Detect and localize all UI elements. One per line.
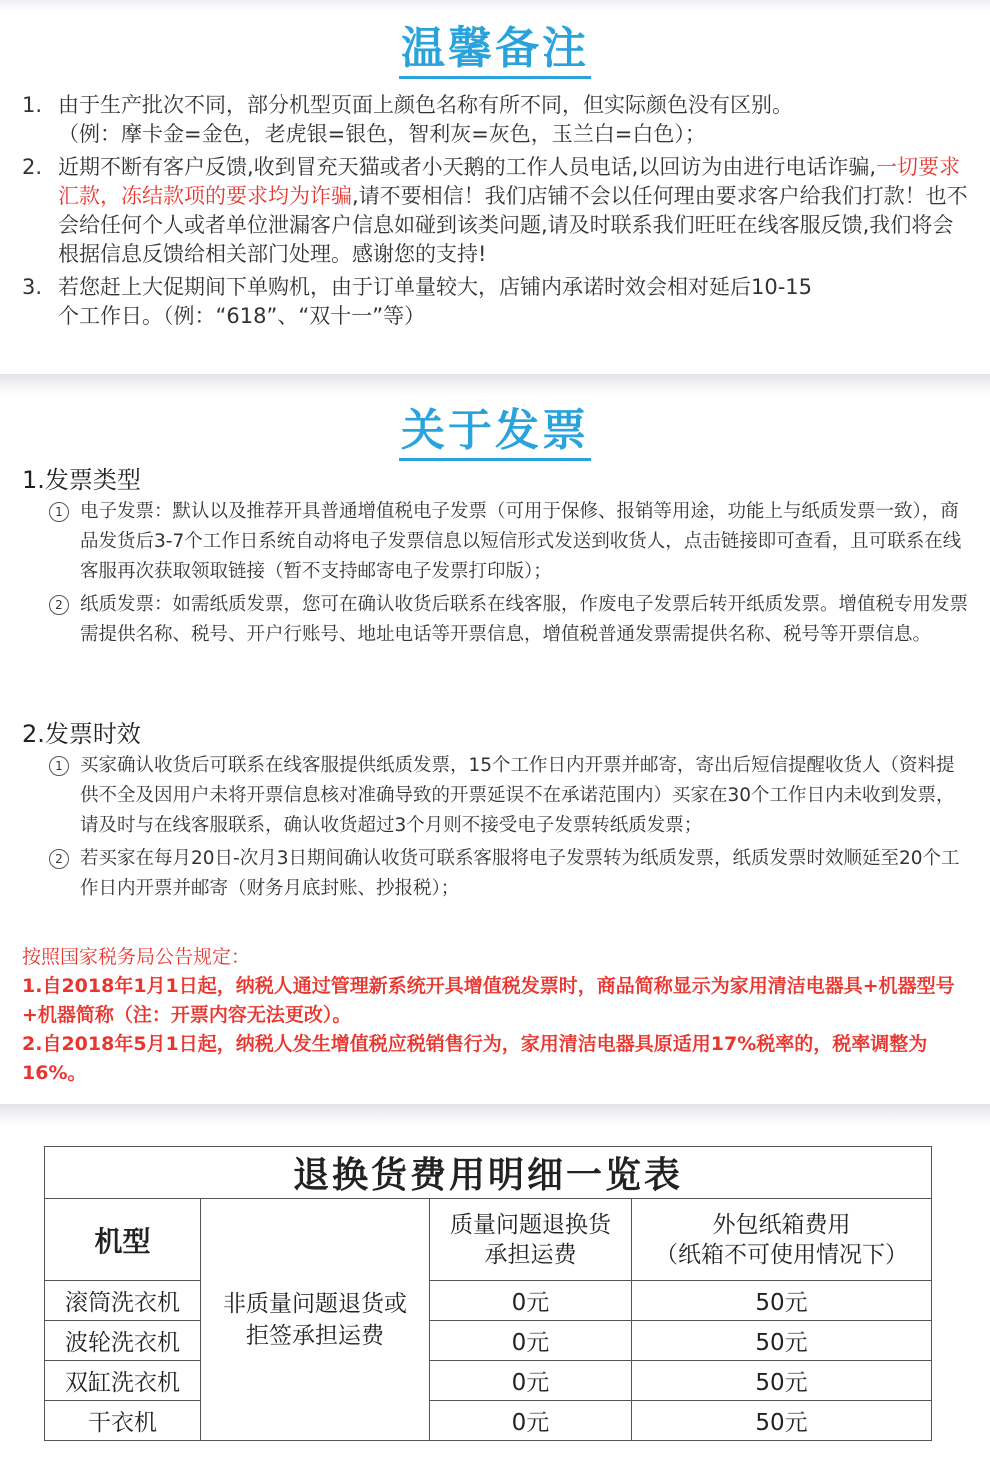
header-box-fee: 外包纸箱费用 （纸箱不可使用情况下） xyxy=(632,1199,932,1281)
header-quality-shipping: 质量问题退换货 承担运费 xyxy=(430,1199,632,1281)
note-text: 近期不断有客户反馈,收到冒充天猫或者小天鹅的工作人员电话,以回访为由进行电话诈骗, xyxy=(58,155,877,179)
invoice-type-text: 如需纸质发票，您可在确认收货后联系在线客服，作废电子发票后转开纸质发票。增值税专用发票需提供名称、税号、开户行账号、地址电话等开票信息，增值税普通发票需提供名称、税号等开票信息。 xyxy=(80,594,969,645)
fraud-warning-text: 一切要求汇款，冻结款项的要求均为诈骗 xyxy=(58,155,961,208)
header-model: 机型 xyxy=(45,1199,201,1281)
top-band xyxy=(0,0,990,12)
cell-quality-fee: 0元 xyxy=(430,1361,632,1401)
cell-model: 滚筒洗衣机 xyxy=(45,1281,201,1321)
note-item-1 xyxy=(22,91,972,149)
fee-table xyxy=(44,1146,932,1441)
tax-notice xyxy=(22,943,972,1088)
note-text: 个工作日。（例：“618”、“双十一”等） xyxy=(58,304,426,328)
table-row xyxy=(45,1281,932,1321)
cell-box-fee: 50元 xyxy=(632,1361,932,1401)
invoice-time-block xyxy=(22,718,972,904)
table-row xyxy=(45,1361,932,1401)
invoice-type-item xyxy=(22,497,972,587)
table-row xyxy=(45,1321,932,1361)
fee-table-title: 退换货费用明细一览表 xyxy=(45,1147,932,1199)
cell-model: 双缸洗衣机 xyxy=(45,1361,201,1401)
invoice-time-item xyxy=(22,751,972,841)
circled-number: 2 xyxy=(49,849,69,869)
invoice-time-heading: 2.发票时效 xyxy=(22,720,141,748)
invoice-type-text: 默认以及推荐开具普通增值税电子发票（可用于保修、报销等用途，功能上与纸质发票一致），商品发货后3-7个工作日系统自动将电子发票信息以短信形式发送到收货人，点击链接即可查看，且可联系在线客服再次获取领取链接（暂不支持邮寄电子发票打印版）； xyxy=(80,501,962,582)
tax-item: 2.自2018年5月1日起，纳税人发生增值税应税销售行为，家用清洁电器具原适用17%税率的，税率调整为16%。 xyxy=(22,1033,928,1084)
section-divider xyxy=(0,374,990,396)
invoice-time-text: 若买家在每月20日-次月3日期间确认收货可联系客服将电子发票转为纸质发票，纸质发票时效顺延至20个工作日内开票并邮寄（财务月底封账、抄报税）； xyxy=(80,848,960,899)
cell-box-fee: 50元 xyxy=(632,1401,932,1441)
cell-box-fee: 50元 xyxy=(632,1321,932,1361)
notes-title: 温馨备注 xyxy=(0,22,990,79)
cell-model: 波轮洗衣机 xyxy=(45,1321,201,1361)
tax-heading: 按照国家税务局公告规定： xyxy=(22,946,251,968)
cell-quality-fee: 0元 xyxy=(430,1321,632,1361)
note-text: ,请不要相信！我们店铺不会以任何理由要求客户给我们打款！也不会给任何个人或者单位泄漏客户信息如碰到该类问题,请及时联系我们旺旺在线客服反馈,我们将会根据信息反馈给相关部门处理。感谢您的支持! xyxy=(58,184,968,266)
cell-model: 干衣机 xyxy=(45,1401,201,1441)
invoice-type-label: 电子发票： xyxy=(80,501,173,522)
invoice-type-item xyxy=(22,590,972,650)
invoice-title: 关于发票 xyxy=(0,404,990,461)
note-number: 3. xyxy=(22,275,43,299)
note-text: 若您赶上大促期间下单购机，由于订单量较大，店铺内承诺时效会相对延后10-15 xyxy=(58,275,813,299)
cell-box-fee: 50元 xyxy=(632,1281,932,1321)
tax-item: 1.自2018年1月1日起，纳税人通过管理新系统开具增值税发票时，商品简称显示为家用清洁电器具+机器型号+机器简称（注：开票内容无法更改）。 xyxy=(22,975,955,1026)
note-number: 1. xyxy=(22,93,43,117)
notes-list xyxy=(22,91,972,335)
note-number: 2. xyxy=(22,155,43,179)
section-divider xyxy=(0,1104,990,1126)
invoice-time-item xyxy=(22,844,972,904)
invoice-type-block xyxy=(22,464,972,650)
table-row xyxy=(45,1401,932,1441)
nonquality-shipping-cell: 非质量问题退货或 拒签承担运费 xyxy=(201,1199,430,1441)
cell-quality-fee: 0元 xyxy=(430,1401,632,1441)
cell-quality-fee: 0元 xyxy=(430,1281,632,1321)
circled-number: 1 xyxy=(49,756,69,776)
note-item-2 xyxy=(22,153,972,269)
circled-number: 1 xyxy=(49,502,69,522)
invoice-time-text: 买家确认收货后可联系在线客服提供纸质发票，15个工作日内开票并邮寄，寄出后短信提醒收货人（资料提供不全及因用户未将开票信息核对准确导致的开票延误不在承诺范围内）买家在30个工作日内未收到发票，请及时与在线客服联系，确认收货超过3个月则不接受电子发票转纸质发票； xyxy=(80,755,955,836)
invoice-type-heading: 1.发票类型 xyxy=(22,466,141,494)
circled-number: 2 xyxy=(49,595,69,615)
note-text: （例：摩卡金=金色，老虎银=银色，智利灰=灰色，玉兰白=白色）； xyxy=(58,122,706,146)
invoice-type-label: 纸质发票： xyxy=(80,594,173,615)
note-item-3 xyxy=(22,273,972,331)
note-text: 由于生产批次不同，部分机型页面上颜色名称有所不同，但实际颜色没有区别。 xyxy=(58,93,793,117)
